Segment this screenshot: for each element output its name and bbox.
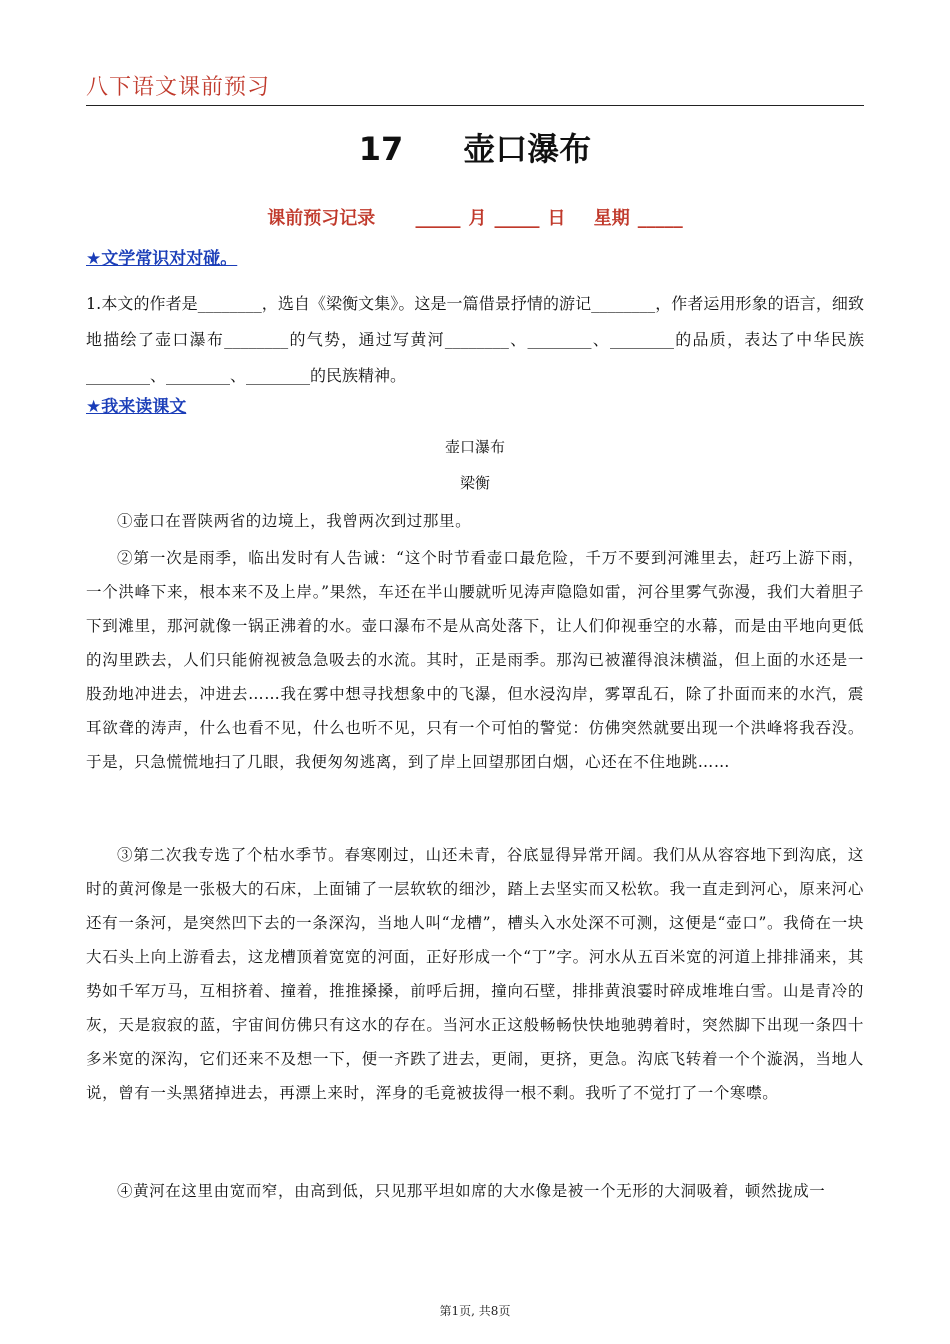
weekday-label: 星期 [593,208,630,229]
section-literature-heading: ★文学常识对对碰。 [86,249,238,269]
header-title: 八下语文课前预习 [86,75,271,100]
month-blank: _____ [415,208,461,229]
question-1: 1.本文的作者是________，选自《梁衡文集》。这是一篇借景抒情的游记________，作者运用形象的语言，细致地描绘了壶口瀑布________的气势，通过写黄河________、________、________的品质，表达了中华民族________、________、________的民族精神。 [86,294,864,385]
article-paragraph-3: ③第二次我专选了个枯水季节。春寒刚过，山还未青，谷底显得异常开阔。我们从从容容地下到沟底，这时的黄河像是一张极大的石床，上面铺了一层软软的细沙，踏上去坚实而又松软。我一直走到河心，原来河心还有一条河，是突然凹下去的一条深沟，当地人叫“龙槽”，槽头入水处深不可测，这便是“壶口”。我倚在一块大石头上向上游看去，这龙槽顶着宽宽的河面，正好形成一个“丁”字。河水从五百米宽的河道上排排涌来，其势如千军万马，互相挤着、撞着，推推搡搡，前呼后拥，撞向石壁，排排黄浪霎时碎成堆堆白雪。山是青冷的灰，天是寂寂的蓝，宇宙间仿佛只有这水的存在。当河水正这般畅畅快快地驰骋着时，突然脚下出现一条四十多米宽的深沟，它们还来不及想一下，便一齐跌了进去，更闹，更挤，更急。沟底飞转着一个个漩涡，当地人说，曾有一头黑猪掉进去，再漂上来时，浑身的毛竟被拔得一根不剩。我听了不觉打了一个寒噤。 [86,846,864,1102]
lesson-number: 17 [358,130,404,168]
page-footer: 第1页, 共8页 [439,1304,511,1318]
month-label: 月 [468,208,487,229]
lesson-title [0,124,950,170]
section-reading-heading: ★我来读课文 [86,397,187,417]
article-paragraph-1: ①壶口在晋陕两省的边境上，我曾两次到过那里。 [117,512,472,530]
lesson-name: 壶口瀑布 [463,130,592,168]
day-blank: _____ [494,208,540,229]
day-label: 日 [547,208,566,229]
page-header [86,70,864,106]
article-author: 梁衡 [459,474,490,492]
article-paragraph-4: ④黄河在这里由宽而窄，由高到低，只见那平坦如席的大水像是被一个无形的大洞吸着，顿然拢成一 [117,1182,826,1200]
preview-record-line [0,204,950,230]
record-label: 课前预习记录 [267,208,376,229]
article-title: 壶口瀑布 [444,438,505,456]
article-paragraph-2: ②第一次是雨季，临出发时有人告诫：“这个时节看壶口最危险，千万不要到河滩里去，赶巧上游下雨，一个洪峰下来，根本来不及上岸。”果然，车还在半山腰就听见涛声隐隐如雷，河谷里雾气弥漫，我们大着胆子下到滩里，那河就像一锅正沸着的水。壶口瀑布不是从高处落下，让人们仰视垂空的水幕，而是由平地向更低的沟里跌去，人们只能俯视被急急吸去的水流。其时，正是雨季。那沟已被灌得浪沫横溢，但上面的水还是一股劲地冲进去，冲进去……我在雾中想寻找想象中的飞瀑，但水浸沟岸，雾罩乱石，除了扑面而来的水汽，震耳欲聋的涛声，什么也看不见，什么也听不见，只有一个可怕的警觉：仿佛突然就要出现一个洪峰将我吞没。于是，只急慌慌地扫了几眼，我便匆匆逃离，到了岸上回望那团白烟，心还在不住地跳…… [86,549,864,771]
weekday-blank: _____ [637,208,683,229]
